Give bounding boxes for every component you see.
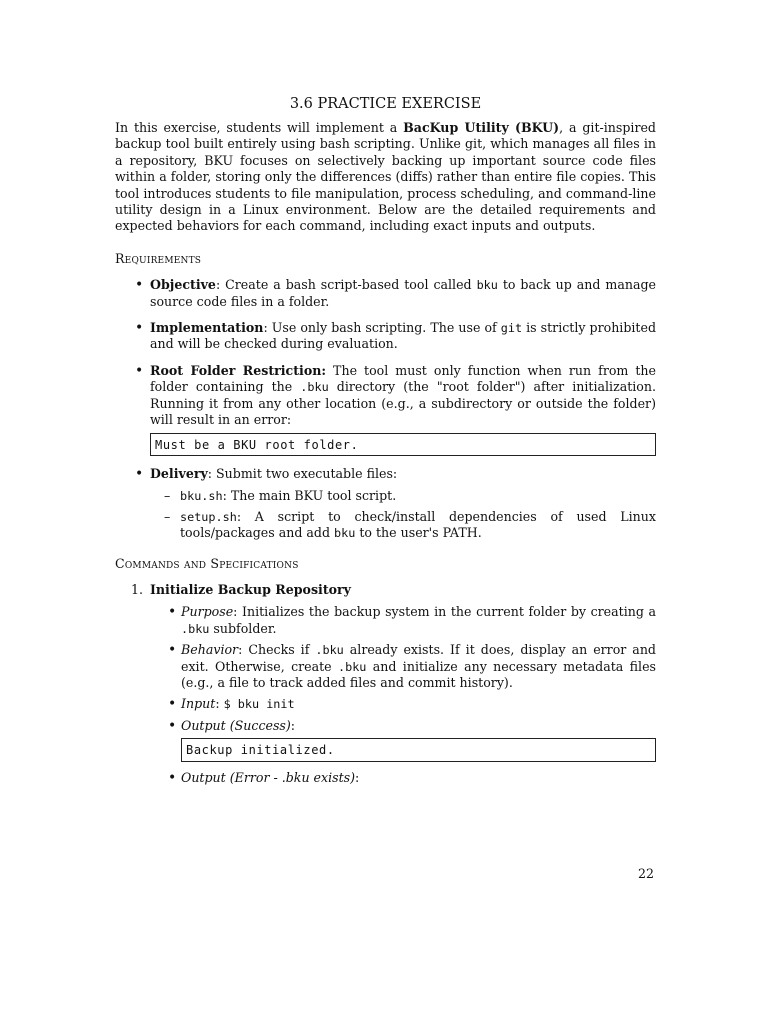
output-success-label: Output (Success): [181, 717, 291, 733]
command-purpose: [181, 604, 656, 637]
file-description: : The main BKU tool script.: [222, 488, 397, 504]
requirement-root-folder: [150, 363, 656, 456]
objective-code: bku: [476, 278, 498, 293]
delivery-file-item: [180, 488, 656, 504]
behavior-text-end: and initialize any necessary metadata files (e.g., a file to track added files and commit history).: [181, 658, 656, 690]
file-name: bku.sh: [180, 489, 223, 504]
root-code: .bku: [300, 380, 329, 395]
page-number: 22: [637, 866, 654, 881]
file-inline-code: bku: [334, 526, 356, 541]
output-error-label: Output (Error - .bku exists): [181, 769, 356, 785]
file-description-end: to the user's PATH.: [355, 525, 482, 541]
file-description: : A script to check/install dependencies of used Linux tools/packages and add: [180, 508, 656, 541]
output-success-box: Backup initialized.: [181, 738, 656, 761]
page-content: [115, 94, 656, 791]
behavior-label: Behavior: [181, 642, 239, 658]
purpose-text-end: subfolder.: [209, 620, 277, 636]
objective-text-end: to back up and manage source code files in a folder.: [150, 277, 656, 309]
root-text-end: directory (the "root folder") after initialization. Running it from any other location (e.g., a subdirectory or outside the folder) will result in an error:: [150, 379, 656, 428]
requirement-implementation: [150, 320, 656, 353]
intro-paragraph: [115, 120, 656, 235]
delivery-label: Delivery: [150, 465, 208, 481]
behavior-text-mid: already exists. If it does, display an error and exit. Otherwise, create: [181, 642, 656, 674]
section-title-text: PRACTICE EXERCISE: [317, 96, 482, 112]
command-input: [181, 696, 656, 712]
root-error-box: Must be a BKU root folder.: [150, 433, 656, 456]
command-number: 1.: [131, 581, 144, 597]
implementation-text-end: is strictly prohibited and will be checked during evaluation.: [150, 320, 657, 352]
implementation-code: git: [500, 321, 523, 336]
root-label: Root Folder Restriction:: [150, 362, 327, 378]
purpose-text: : Initializes the backup system in the current folder by creating a: [233, 604, 656, 620]
output-error-colon: :: [355, 769, 360, 785]
behavior-text: : Checks if: [238, 642, 316, 658]
input-code: $ bku init: [223, 697, 295, 712]
command-item: [131, 581, 656, 786]
command-output-success: [181, 718, 656, 762]
intro-bold-term: BacKup Utility (BKU): [403, 120, 560, 135]
purpose-label: Purpose: [181, 604, 234, 620]
command-details: [150, 604, 656, 786]
intro-text-rest: , a git-inspired backup tool built entirely using bash scripting. Unlike git, which manages all files in a repository, BKU focuses on selectively backing up important source code files within a folder, storing only the differences (diffs) rather than entire file copies. This tool introduces students to file manipulation, process scheduling, and command-line utility design in a Linux environment. Below are the detailed requirements and expected behaviors for each command, including exact inputs and outputs.: [115, 120, 656, 234]
intro-text-start: In this exercise, students will implement a: [115, 120, 404, 135]
requirement-objective: [150, 277, 656, 310]
purpose-code: .bku: [181, 621, 210, 636]
requirements-heading: Requirements: [115, 250, 202, 266]
requirements-list: [115, 277, 656, 541]
commands-list: [115, 582, 656, 786]
section-number: 3.6: [289, 96, 313, 112]
output-success-colon: :: [290, 717, 296, 733]
section-title: [115, 94, 656, 114]
requirement-delivery: [150, 466, 656, 542]
root-text: The tool must only function when run from the folder containing the: [150, 362, 656, 395]
input-label: Input: [181, 696, 216, 712]
objective-label: Objective: [150, 277, 216, 293]
file-name: setup.sh: [180, 509, 237, 524]
behavior-code-2: .bku: [337, 659, 367, 674]
delivery-file-item: [180, 509, 656, 542]
input-separator: :: [215, 696, 224, 712]
command-output-error: [181, 770, 656, 786]
objective-text: : Create a bash script-based tool called: [215, 277, 477, 293]
delivery-file-list: [150, 488, 656, 541]
behavior-code: .bku: [315, 643, 344, 658]
command-behavior: [181, 642, 656, 691]
implementation-label: Implementation: [150, 320, 264, 336]
implementation-text: : Use only bash scripting. The use of: [263, 320, 501, 336]
commands-heading: Commands and Specifications: [115, 555, 299, 571]
command-title: Initialize Backup Repository: [150, 581, 351, 597]
delivery-text: : Submit two executable files:: [207, 465, 398, 481]
